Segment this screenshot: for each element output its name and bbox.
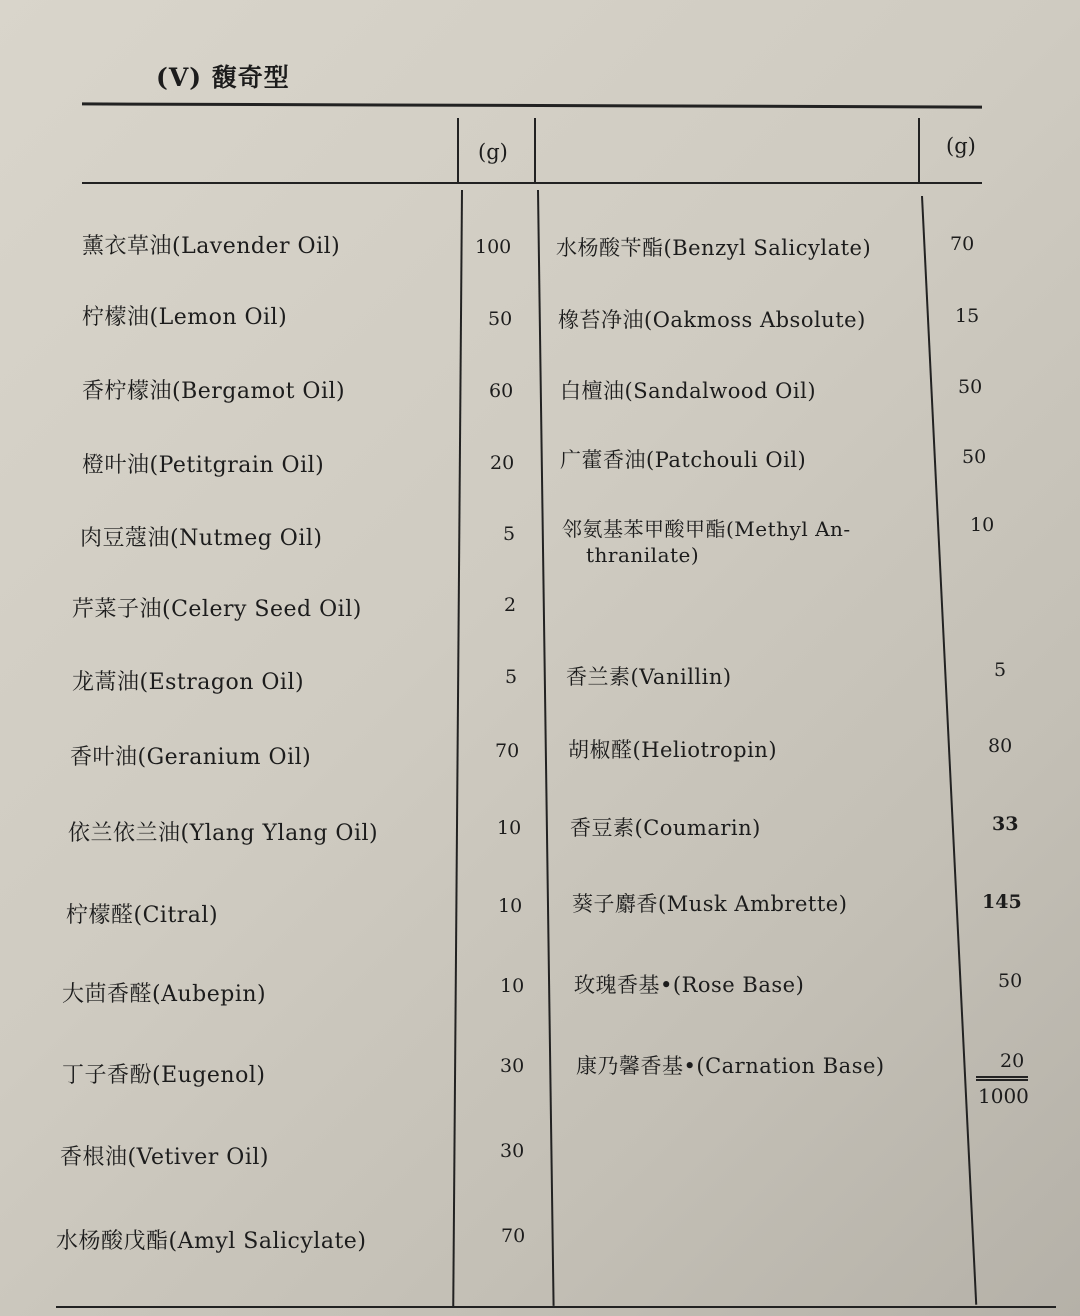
list-item-qty: 50 — [488, 308, 513, 330]
list-item-name: 丁子香酚(Eugenol) — [62, 1063, 266, 1088]
list-item-name: 橙叶油(Petitgrain Oil) — [82, 453, 325, 478]
list-item-name: 葵子麝香(Musk Ambrette) — [572, 892, 848, 916]
list-item-name: 芹菜子油(Celery Seed Oil) — [72, 597, 362, 622]
list-item-qty: 70 — [501, 1225, 526, 1247]
list-item-qty: 70 — [495, 740, 520, 762]
list-item-name: 康乃馨香基•(Carnation Base) — [576, 1054, 885, 1078]
list-item-qty: 5 — [994, 659, 1007, 681]
right-unit-header: (g) — [946, 134, 976, 158]
list-item-qty: 10 — [498, 895, 523, 917]
list-item-qty: 30 — [500, 1140, 525, 1162]
list-item-qty: 50 — [998, 970, 1023, 992]
list-item-qty: 20 — [1000, 1050, 1025, 1072]
list-item-name-continued: thranilate) — [586, 543, 700, 567]
list-item-qty: 10 — [970, 514, 995, 536]
list-item-qty: 10 — [497, 817, 522, 839]
list-item-qty: 50 — [962, 446, 987, 468]
list-item-name: 香豆素(Coumarin) — [570, 816, 761, 840]
list-item-name: 邻氨基苯甲酸甲酯(Methyl An- — [562, 517, 851, 541]
table-header-rule — [82, 182, 982, 184]
list-item-qty: 10 — [500, 975, 525, 997]
column-divider-right-qty — [918, 118, 920, 184]
list-item-qty: 80 — [988, 735, 1013, 757]
list-item-qty: 33 — [992, 813, 1019, 835]
list-item-qty: 50 — [958, 376, 983, 398]
list-item-name: 胡椒醛(Heliotropin) — [568, 738, 778, 762]
list-item-qty: 145 — [982, 891, 1022, 913]
list-item-name: 龙蒿油(Estragon Oil) — [72, 670, 305, 695]
list-item-name: 白檀油(Sandalwood Oil) — [560, 379, 817, 403]
list-item-qty: 30 — [500, 1055, 525, 1077]
list-item-name: 水杨酸苄酯(Benzyl Salicylate) — [556, 236, 872, 260]
table-bottom-rule — [56, 1306, 1056, 1308]
column-divider-middle-body — [537, 190, 555, 1306]
list-item-name: 玫瑰香基•(Rose Base) — [574, 973, 805, 997]
list-item-name: 依兰依兰油(Ylang Ylang Oil) — [68, 821, 379, 846]
column-divider-left-qty — [457, 118, 459, 184]
list-item-qty: 60 — [489, 380, 514, 402]
list-item-name: 广藿香油(Patchouli Oil) — [560, 448, 807, 472]
list-item-qty: 2 — [504, 594, 517, 616]
list-item-qty: 5 — [505, 666, 518, 688]
list-item-qty: 5 — [503, 523, 516, 545]
column-divider-middle — [534, 118, 536, 184]
list-item-name: 肉豆蔻油(Nutmeg Oil) — [80, 526, 323, 551]
list-item-qty: 100 — [475, 236, 512, 258]
list-item-name: 薰衣草油(Lavender Oil) — [82, 234, 341, 259]
column-divider-left-qty-body — [452, 190, 463, 1306]
table-top-rule — [82, 102, 982, 108]
list-item-name: 水杨酸戊酯(Amyl Salicylate) — [56, 1229, 367, 1254]
list-item-qty: 70 — [950, 233, 975, 255]
list-item-name: 柠檬油(Lemon Oil) — [82, 305, 288, 330]
list-item-name: 香叶油(Geranium Oil) — [70, 745, 312, 770]
list-item-name: 香兰素(Vanillin) — [566, 665, 732, 689]
column-divider-right-qty-body — [921, 196, 980, 1305]
list-item-name: 香柠檬油(Bergamot Oil) — [82, 379, 346, 404]
list-item-qty: 15 — [955, 305, 980, 327]
total-double-rule — [976, 1076, 1028, 1081]
list-item-name: 大茴香醛(Aubepin) — [62, 982, 267, 1007]
list-item-name: 橡苔净油(Oakmoss Absolute) — [558, 308, 866, 332]
section-title: (V) 馥奇型 — [156, 63, 290, 92]
total-sum: 1000 — [978, 1084, 1029, 1108]
list-item-name: 香根油(Vetiver Oil) — [60, 1145, 269, 1170]
list-item-qty: 20 — [490, 452, 515, 474]
left-unit-header: (g) — [478, 140, 508, 164]
list-item-name: 柠檬醛(Citral) — [66, 903, 219, 928]
